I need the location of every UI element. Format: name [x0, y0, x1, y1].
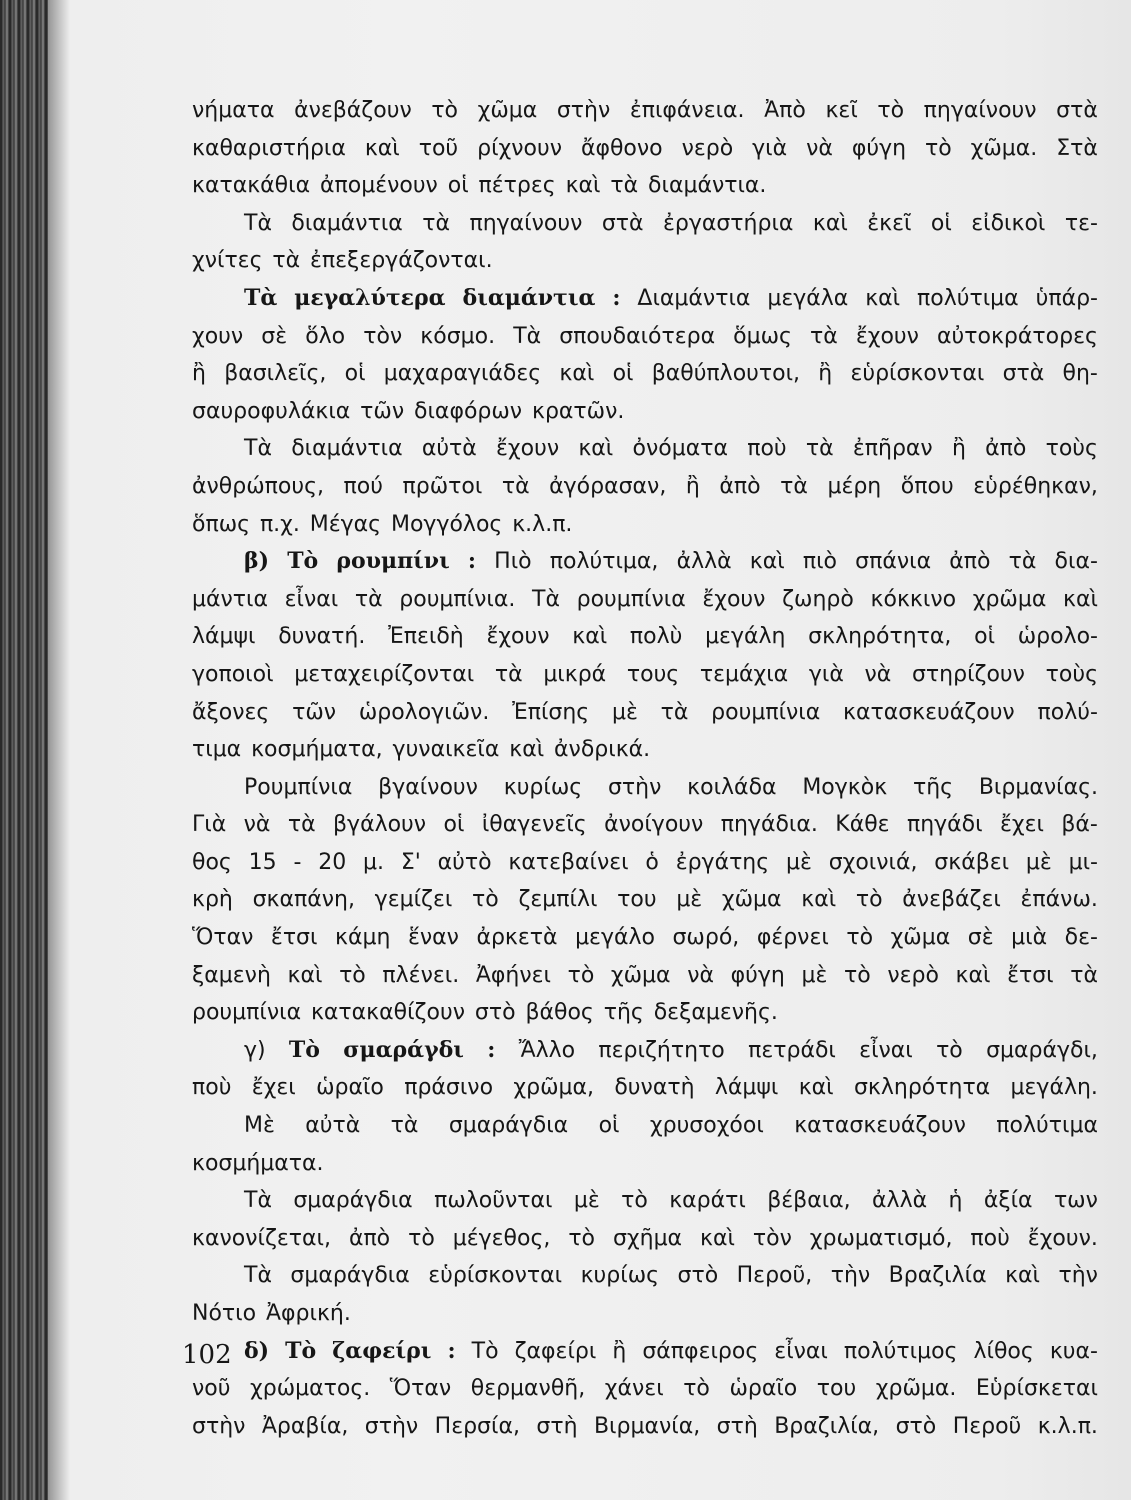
text-line: κανονίζεται, ἀπὸ τὸ μέγεθος, τὸ σχῆμα καὶ τὸν χρωματισμό, ποὺ ἔχουν.: [192, 1225, 1098, 1251]
text-line: μάντια εἶναι τὰ ρουμπίνια. Τὰ ρουμπίνια ἔχουν ζωηρὸ κόκκινο χρῶμα καὶ: [192, 586, 1098, 612]
text-line: καθαριστήρια καὶ τοῦ ρίχνουν ἄφθονο νερὸ γιὰ νὰ φύγη τὸ χῶμα. Στὰ: [192, 135, 1098, 161]
text-line: ἢ βασιλεῖς, οἱ μαχαραγιάδες καὶ οἱ βαθύπλουτοι, ἢ εὑρίσκονται στὰ θη-: [192, 361, 1098, 387]
text-line: νήματα ἀνεβάζουν τὸ χῶμα στὴν ἐπιφάνεια. Ἀπὸ κεῖ τὸ πηγαίνουν στὰ: [192, 98, 1098, 123]
text-line: κρὴ σκαπάνη, γεμίζει τὸ ζεμπίλι του μὲ χῶμα καὶ τὸ ἀνεβάζει ἐπάνω.: [192, 887, 1098, 913]
text-line: ἀνθρώπους, πού πρῶτοι τὰ ἀγόρασαν, ἢ ἀπὸ τὰ μέρη ὅπου εὑρέθηκαν,: [192, 473, 1098, 499]
text-line: Τὰ σμαράγδια εὑρίσκονται κυρίως στὸ Περοῦ, τὴν Βραζιλία καὶ τὴν: [244, 1263, 1098, 1289]
text-line: σαυροφυλάκια τῶν διαφόρων κρατῶν.: [192, 398, 625, 424]
text-line: χουν σὲ ὅλο τὸν κόσμο. Τὰ σπουδαιότερα ὅμως τὰ ἔχουν αὐτοκράτορες: [192, 323, 1098, 349]
text-line: κατακάθια ἀπομένουν οἱ πέτρες καὶ τὰ διαμάντια.: [192, 173, 767, 199]
text-line: τιμα κοσμήματα, γυναικεῖα καὶ ἀνδρικά.: [192, 737, 651, 763]
text-line: νοῦ χρώματος. Ὅταν θερμανθῆ, χάνει τὸ ὡραῖο του χρῶμα. Εὑρίσκεται: [192, 1376, 1098, 1402]
text-line: ξαμενὴ καὶ τὸ πλένει. Ἀφήνει τὸ χῶμα νὰ φύγη μὲ τὸ νερὸ καὶ ἔτσι τὰ: [192, 962, 1098, 988]
text-line: β) Τὸ ρουμπίνι : Πιὸ πολύτιμα, ἀλλὰ καὶ πιὸ σπάνια ἀπὸ τὰ δια-: [244, 548, 1098, 575]
book-binding-edge: [0, 0, 48, 1500]
text-line: ὅπως π.χ. Μέγας Μογγόλος κ.λ.π.: [192, 511, 573, 537]
text-line: Τὰ σμαράγδια πωλοῦνται μὲ τὸ καράτι βέβαια, ἀλλὰ ἡ ἀξία των: [244, 1188, 1098, 1214]
text-line: ρουμπίνια κατακαθίζουν στὸ βάθος τῆς δεξαμενῆς.: [192, 1000, 778, 1026]
text-line: δ) Τὸ ζαφείρι : Τὸ ζαφείρι ἢ σάπφειρος εἶναι πολύτιμος λίθος κυα-: [244, 1337, 1098, 1364]
binding-shadow: [48, 0, 70, 1500]
text-line: Ὅταν ἔτσι κάμη ἕναν ἀρκετὰ μεγάλο σωρό, φέρνει τὸ χῶμα σὲ μιὰ δε-: [192, 925, 1098, 951]
page-number: 102: [182, 1340, 232, 1370]
text-line: ἄξονες τῶν ὡρολογιῶν. Ἐπίσης μὲ τὰ ρουμπίνια κατασκευάζουν πολύ-: [192, 699, 1098, 725]
text-line: κοσμήματα.: [192, 1150, 324, 1176]
text-line: Ρουμπίνια βγαίνουν κυρίως στὴν κοιλάδα Μογκὸκ τῆς Βιρμανίας.: [244, 774, 1098, 800]
text-line: γ) Τὸ σμαράγδι : Ἄλλο περιζήτητο πετράδι εἶναι τὸ σμαράγδι,: [244, 1036, 1098, 1063]
text-line: Τὰ διαμάντια τὰ πηγαίνουν στὰ ἐργαστήρια καὶ ἐκεῖ οἱ εἰδικοὶ τε-: [244, 210, 1098, 236]
text-line: λάμψι δυνατή. Ἐπειδὴ ἔχουν καὶ πολὺ μεγάλη σκληρότητα, οἱ ὡρολο-: [192, 624, 1098, 650]
text-line: χνίτες τὰ ἐπεξεργάζονται.: [192, 248, 493, 274]
text-line: Νότιο Ἀφρική.: [192, 1301, 351, 1326]
text-line: θος 15 - 20 μ. Σ' αὐτὸ κατεβαίνει ὁ ἐργάτης μὲ σχοινιά, σκάβει μὲ μι-: [192, 849, 1098, 875]
text-line: Μὲ αὐτὰ τὰ σμαράγδια οἱ χρυσοχόοι κατασκευάζουν πολύτιμα: [244, 1113, 1098, 1139]
text-line: Τὰ μεγαλύτερα διαμάντια : Διαμάντια μεγάλα καὶ πολύτιμα ὑπάρ-: [244, 284, 1098, 311]
page-body-text: [192, 92, 1098, 1445]
text-line: στὴν Ἀραβία, στὴν Περσία, στὴ Βιρμανία, στὴ Βραζιλία, στὸ Περοῦ κ.λ.π.: [192, 1413, 1098, 1439]
text-line: ποὺ ἔχει ὡραῖο πράσινο χρῶμα, δυνατὴ λάμψι καὶ σκληρότητα μεγάλη.: [192, 1075, 1098, 1101]
text-line: Τὰ διαμάντια αὐτὰ ἔχουν καὶ ὀνόματα ποὺ τὰ ἐπῆραν ἢ ἀπὸ τοὺς: [244, 436, 1098, 462]
text-line: γοποιοὶ μεταχειρίζονται τὰ μικρά τους τεμάχια γιὰ νὰ στηρίζουν τοὺς: [192, 661, 1098, 687]
text-line: Γιὰ νὰ τὰ βγάλουν οἱ ἰθαγενεῖς ἀνοίγουν πηγάδια. Κάθε πηγάδι ἔχει βά-: [192, 812, 1098, 838]
